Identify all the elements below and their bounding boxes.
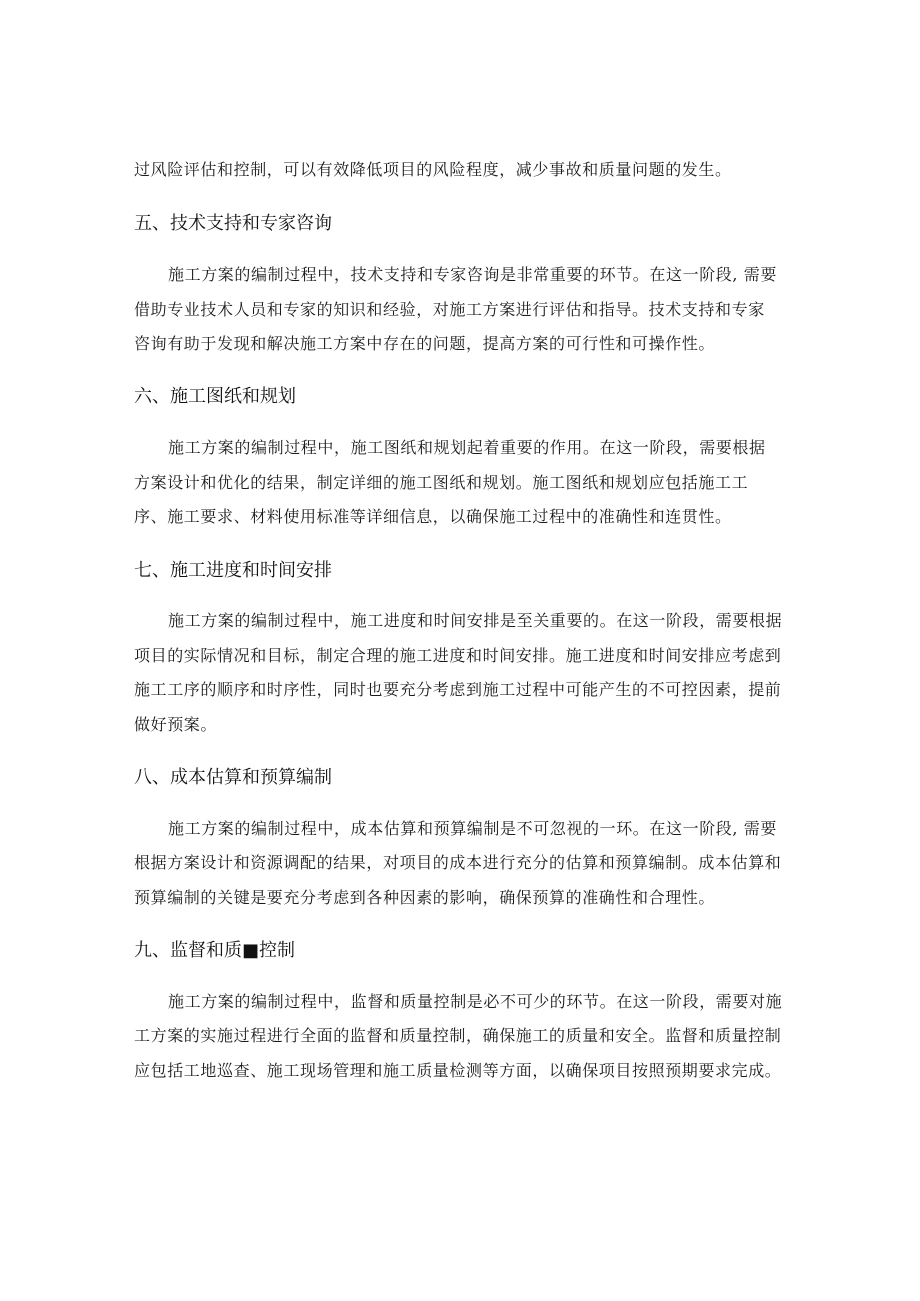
paragraph-line: 施工方案的编制过程中，施工图纸和规划起着重要的作用。在这一阶段，需要根据: [168, 438, 766, 457]
paragraph-line: 预算编制的关键是要充分考虑到各种因素的影响，确保预算的准确性和合理性。: [134, 888, 716, 907]
section-heading: 六、施工图纸和规划: [134, 386, 296, 407]
paragraph-line: 方案设计和优化的结果，制定详细的施工图纸和规划。施工图纸和规划应包括施工工: [134, 473, 749, 492]
paragraph-line: 应包括工地巡查、施工现场管理和施工质量检测等方面，以确保项目按照预期要求完成。: [134, 1061, 782, 1080]
paragraph-line: 施工工序的顺序和时序性，同时也要充分考虑到施工过程中可能产生的不可控因素，提前: [134, 680, 782, 699]
paragraph-line: 过风险评估和控制，可以有效降低项目的风险程度，减少事故和质量问题的发生。: [134, 160, 732, 179]
section-heading: 九、监督和质■控制: [134, 940, 296, 961]
paragraph-line: 做好预案。: [134, 715, 218, 734]
paragraph-line: 咨询有助于发现和解决施工方案中存在的问题，提高方案的可行性和可操作性。: [134, 334, 716, 353]
paragraph-line: 借助专业技术人员和专家的知识和经验，对施工方案进行评估和指导。技术支持和专家: [134, 300, 765, 319]
section-heading: 八、成本估算和预算编制: [134, 767, 332, 788]
paragraph-line: 根据方案设计和资源调配的结果，对项目的成本进行充分的估算和预算编制。成本估算和: [134, 853, 782, 872]
section-heading: 七、施工进度和时间安排: [134, 560, 332, 581]
paragraph-line: 施工方案的编制过程中，施工进度和时间安排是至关重要的。在这一阶段，需要根据: [168, 611, 783, 630]
paragraph-line: 序、施工要求、材料使用标准等详细信息，以确保施工过程中的准确性和连贯性。: [134, 507, 732, 526]
paragraph-line: 施工方案的编制过程中，监督和质量控制是必不可少的环节。在这一阶段，需要对施: [168, 992, 783, 1011]
paragraph-line: 工方案的实施过程进行全面的监督和质量控制，确保施工的质量和安全。监督和质量控制: [134, 1026, 782, 1045]
paragraph-line: 项目的实际情况和目标，制定合理的施工进度和时间安排。施工进度和时间安排应考虑到: [134, 646, 782, 665]
paragraph-line: 施工方案的编制过程中，成本估算和预算编制是不可忽视的一环。在这一阶段, 需要: [168, 819, 777, 838]
paragraph-line: 施工方案的编制过程中，技术支持和专家咨询是非常重要的环节。在这一阶段, 需要: [168, 265, 777, 284]
section-heading: 五、技术支持和专家咨询: [134, 213, 332, 234]
